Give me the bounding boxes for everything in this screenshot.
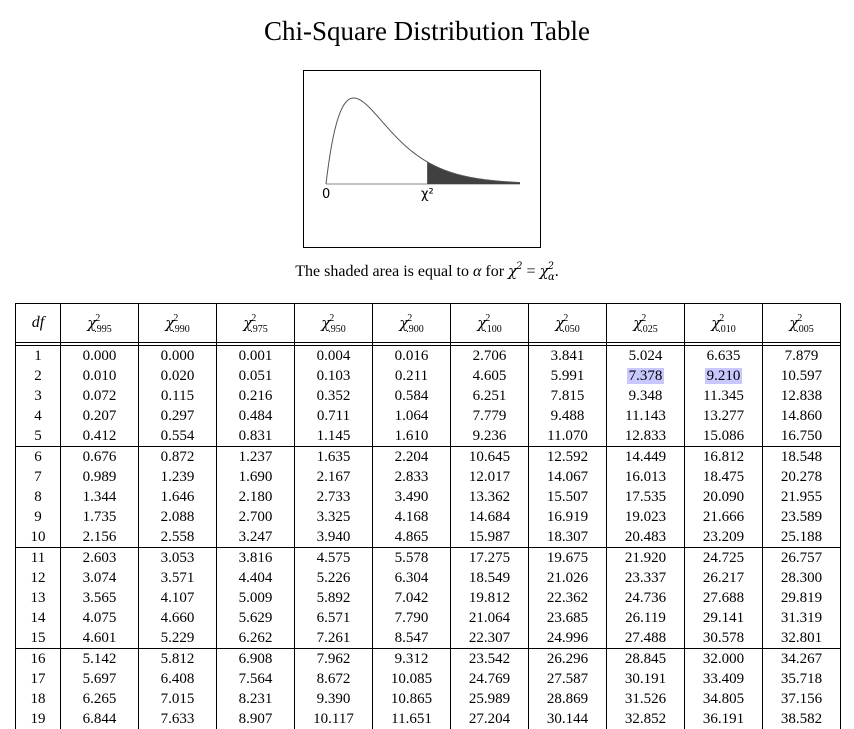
value-cell: 0.831	[217, 426, 295, 447]
value-cell: 0.016	[373, 346, 451, 367]
column-header-chi-100: $\chi^2_{.100}$	[451, 304, 529, 343]
value-cell: 0.211	[373, 366, 451, 386]
value-cell	[607, 366, 685, 386]
table-row	[16, 628, 841, 649]
value-cell: 35.718	[763, 669, 841, 689]
value-cell: 24.996	[529, 628, 607, 649]
value-cell: 26.296	[529, 649, 607, 670]
column-header-chi-900: $\chi^2_{.900}$	[373, 304, 451, 343]
value-cell: 1.237	[217, 447, 295, 468]
caption-alpha: α	[473, 263, 481, 280]
value-cell: 26.119	[607, 608, 685, 628]
value-cell: 1.635	[295, 447, 373, 468]
column-header-chi-975: $\chi^2_{.975}$	[217, 304, 295, 343]
table-header-row	[16, 304, 841, 343]
value-cell: 38.582	[763, 709, 841, 729]
value-cell: 2.558	[139, 527, 217, 548]
value-cell: 10.597	[763, 366, 841, 386]
value-cell: 36.191	[685, 709, 763, 729]
value-cell: 28.869	[529, 689, 607, 709]
chi-square-table-container	[15, 303, 841, 715]
df-cell: 9	[16, 507, 61, 527]
value-cell: 2.833	[373, 467, 451, 487]
value-cell: 3.816	[217, 548, 295, 569]
value-cell: 26.757	[763, 548, 841, 569]
df-cell: 18	[16, 689, 61, 709]
table-row	[16, 669, 841, 689]
value-cell: 23.542	[451, 649, 529, 670]
value-cell: 6.251	[451, 386, 529, 406]
value-cell: 0.020	[139, 366, 217, 386]
value-cell: 14.449	[607, 447, 685, 468]
value-cell: 7.564	[217, 669, 295, 689]
value-cell: 0.412	[61, 426, 139, 447]
shaded-tail-area	[427, 162, 520, 184]
value-cell: 24.725	[685, 548, 763, 569]
zero-label: 0	[322, 188, 330, 202]
value-cell: 12.833	[607, 426, 685, 447]
value-cell: 1.145	[295, 426, 373, 447]
value-cell: 34.267	[763, 649, 841, 670]
value-cell: 16.013	[607, 467, 685, 487]
table-row	[16, 406, 841, 426]
value-cell: 8.547	[373, 628, 451, 649]
value-cell: 21.026	[529, 568, 607, 588]
value-cell: 10.865	[373, 689, 451, 709]
value-cell: 2.603	[61, 548, 139, 569]
value-cell: 15.507	[529, 487, 607, 507]
value-cell: 3.571	[139, 568, 217, 588]
value-cell: 11.143	[607, 406, 685, 426]
caption: The shaded area is equal to α for $\chi^2 = \chi^2_\alpha$.	[0, 260, 854, 285]
highlighted-value: 7.378	[627, 368, 665, 384]
df-cell: 2	[16, 366, 61, 386]
value-cell: 3.940	[295, 527, 373, 548]
density-curve	[326, 98, 520, 184]
value-cell: 32.000	[685, 649, 763, 670]
df-cell: 7	[16, 467, 61, 487]
value-cell: 13.362	[451, 487, 529, 507]
highlighted-value: 9.210	[705, 368, 743, 384]
value-cell: 6.844	[61, 709, 139, 729]
value-cell: 6.635	[685, 346, 763, 367]
value-cell: 6.265	[61, 689, 139, 709]
value-cell: 24.736	[607, 588, 685, 608]
value-cell: 18.548	[763, 447, 841, 468]
value-cell: 4.075	[61, 608, 139, 628]
df-cell: 5	[16, 426, 61, 447]
df-cell: 6	[16, 447, 61, 468]
value-cell: 3.074	[61, 568, 139, 588]
chi-square-label: χ²	[421, 188, 434, 202]
caption-chi-lhs: $\chi^2$	[508, 262, 522, 280]
value-cell: 9.390	[295, 689, 373, 709]
value-cell: 6.571	[295, 608, 373, 628]
table-row	[16, 507, 841, 527]
value-cell: 11.070	[529, 426, 607, 447]
value-cell: 6.908	[217, 649, 295, 670]
table-body	[16, 346, 841, 729]
df-cell: 17	[16, 669, 61, 689]
table-row	[16, 487, 841, 507]
table-row	[16, 426, 841, 447]
value-cell: 1.239	[139, 467, 217, 487]
chi-square-curve-graphic	[304, 71, 540, 247]
df-cell: 12	[16, 568, 61, 588]
df-cell: 8	[16, 487, 61, 507]
value-cell: 4.168	[373, 507, 451, 527]
value-cell: 28.845	[607, 649, 685, 670]
value-cell: 30.144	[529, 709, 607, 729]
column-header-chi-005: $\chi^2_{.005}$	[763, 304, 841, 343]
value-cell: 16.919	[529, 507, 607, 527]
column-header-chi-050: $\chi^2_{.050}$	[529, 304, 607, 343]
value-cell: 16.750	[763, 426, 841, 447]
value-cell: 4.601	[61, 628, 139, 649]
table-row	[16, 548, 841, 569]
value-cell: 0.000	[139, 346, 217, 367]
value-cell: 9.236	[451, 426, 529, 447]
value-cell: 8.231	[217, 689, 295, 709]
value-cell: 1.064	[373, 406, 451, 426]
value-cell: 11.651	[373, 709, 451, 729]
value-cell: 37.156	[763, 689, 841, 709]
value-cell: 28.300	[763, 568, 841, 588]
value-cell: 15.086	[685, 426, 763, 447]
value-cell: 3.325	[295, 507, 373, 527]
df-cell: 3	[16, 386, 61, 406]
value-cell: 2.167	[295, 467, 373, 487]
value-cell: 25.989	[451, 689, 529, 709]
value-cell: 0.010	[61, 366, 139, 386]
value-cell: 13.277	[685, 406, 763, 426]
df-cell: 15	[16, 628, 61, 649]
value-cell: 5.229	[139, 628, 217, 649]
value-cell: 0.051	[217, 366, 295, 386]
df-cell: 4	[16, 406, 61, 426]
table-row	[16, 386, 841, 406]
value-cell: 21.955	[763, 487, 841, 507]
value-cell: 23.209	[685, 527, 763, 548]
df-cell: 19	[16, 709, 61, 729]
value-cell: 3.247	[217, 527, 295, 548]
caption-for: for	[485, 263, 504, 280]
value-cell: 3.841	[529, 346, 607, 367]
value-cell: 5.578	[373, 548, 451, 569]
value-cell: 19.812	[451, 588, 529, 608]
table-row	[16, 689, 841, 709]
column-header-chi-950: $\chi^2_{.950}$	[295, 304, 373, 343]
value-cell: 31.526	[607, 689, 685, 709]
value-cell: 19.023	[607, 507, 685, 527]
value-cell: 7.042	[373, 588, 451, 608]
table-row	[16, 527, 841, 548]
value-cell: 4.660	[139, 608, 217, 628]
value-cell: 2.180	[217, 487, 295, 507]
value-cell: 24.769	[451, 669, 529, 689]
value-cell: 4.404	[217, 568, 295, 588]
chi-square-table	[15, 303, 841, 729]
value-cell: 7.790	[373, 608, 451, 628]
column-header-chi-995: $\chi^2_{.995}$	[61, 304, 139, 343]
value-cell: 3.053	[139, 548, 217, 569]
value-cell: 7.261	[295, 628, 373, 649]
value-cell: 27.688	[685, 588, 763, 608]
value-cell: 14.067	[529, 467, 607, 487]
value-cell: 1.690	[217, 467, 295, 487]
value-cell: 29.819	[763, 588, 841, 608]
value-cell: 5.009	[217, 588, 295, 608]
value-cell: 14.860	[763, 406, 841, 426]
value-cell: 1.344	[61, 487, 139, 507]
value-cell: 20.090	[685, 487, 763, 507]
value-cell: 23.685	[529, 608, 607, 628]
value-cell: 2.156	[61, 527, 139, 548]
value-cell: 0.000	[61, 346, 139, 367]
value-cell: 4.865	[373, 527, 451, 548]
table-row	[16, 568, 841, 588]
df-cell: 16	[16, 649, 61, 670]
page-title: Chi-Square Distribution Table	[0, 14, 854, 48]
value-cell: 1.610	[373, 426, 451, 447]
value-cell: 27.488	[607, 628, 685, 649]
value-cell: 25.188	[763, 527, 841, 548]
value-cell: 20.483	[607, 527, 685, 548]
value-cell: 4.575	[295, 548, 373, 569]
value-cell: 0.001	[217, 346, 295, 367]
value-cell: 0.103	[295, 366, 373, 386]
value-cell: 0.216	[217, 386, 295, 406]
value-cell: 18.475	[685, 467, 763, 487]
value-cell: 5.697	[61, 669, 139, 689]
value-cell: 5.812	[139, 649, 217, 670]
value-cell: 5.226	[295, 568, 373, 588]
value-cell: 16.812	[685, 447, 763, 468]
value-cell: 0.297	[139, 406, 217, 426]
value-cell: 10.645	[451, 447, 529, 468]
table-row	[16, 467, 841, 487]
value-cell: 21.920	[607, 548, 685, 569]
value-cell: 2.088	[139, 507, 217, 527]
value-cell: 7.879	[763, 346, 841, 367]
value-cell: 1.735	[61, 507, 139, 527]
value-cell: 1.646	[139, 487, 217, 507]
value-cell: 10.085	[373, 669, 451, 689]
value-cell: 0.676	[61, 447, 139, 468]
value-cell: 0.207	[61, 406, 139, 426]
value-cell: 5.629	[217, 608, 295, 628]
value-cell: 6.304	[373, 568, 451, 588]
value-cell: 0.072	[61, 386, 139, 406]
value-cell: 3.565	[61, 588, 139, 608]
df-cell: 14	[16, 608, 61, 628]
value-cell: 3.490	[373, 487, 451, 507]
table-row	[16, 709, 841, 729]
value-cell: 6.262	[217, 628, 295, 649]
column-header-chi-010: $\chi^2_{.010}$	[685, 304, 763, 343]
df-cell: 1	[16, 346, 61, 367]
value-cell: 10.117	[295, 709, 373, 729]
value-cell: 2.700	[217, 507, 295, 527]
value-cell: 27.587	[529, 669, 607, 689]
value-cell: 17.275	[451, 548, 529, 569]
value-cell: 18.549	[451, 568, 529, 588]
value-cell: 15.987	[451, 527, 529, 548]
value-cell: 7.779	[451, 406, 529, 426]
value-cell: 12.838	[763, 386, 841, 406]
value-cell: 2.706	[451, 346, 529, 367]
value-cell: 12.592	[529, 447, 607, 468]
value-cell: 23.589	[763, 507, 841, 527]
value-cell: 5.142	[61, 649, 139, 670]
table-row	[16, 588, 841, 608]
value-cell: 12.017	[451, 467, 529, 487]
table-row	[16, 346, 841, 367]
value-cell: 0.872	[139, 447, 217, 468]
value-cell: 26.217	[685, 568, 763, 588]
value-cell: 7.015	[139, 689, 217, 709]
value-cell	[685, 366, 763, 386]
distribution-figure	[303, 70, 541, 248]
value-cell: 31.319	[763, 608, 841, 628]
value-cell: 0.484	[217, 406, 295, 426]
value-cell: 14.684	[451, 507, 529, 527]
value-cell: 2.733	[295, 487, 373, 507]
value-cell: 29.141	[685, 608, 763, 628]
value-cell: 4.605	[451, 366, 529, 386]
table-row	[16, 649, 841, 670]
value-cell: 21.064	[451, 608, 529, 628]
table-row	[16, 608, 841, 628]
column-header-chi-025: $\chi^2_{.025}$	[607, 304, 685, 343]
value-cell: 32.852	[607, 709, 685, 729]
value-cell: 7.962	[295, 649, 373, 670]
value-cell: 7.633	[139, 709, 217, 729]
value-cell: 4.107	[139, 588, 217, 608]
value-cell: 0.115	[139, 386, 217, 406]
value-cell: 6.408	[139, 669, 217, 689]
value-cell: 11.345	[685, 386, 763, 406]
value-cell: 18.307	[529, 527, 607, 548]
value-cell: 9.488	[529, 406, 607, 426]
value-cell: 0.352	[295, 386, 373, 406]
table-row	[16, 447, 841, 468]
value-cell: 0.711	[295, 406, 373, 426]
value-cell: 30.191	[607, 669, 685, 689]
df-cell: 13	[16, 588, 61, 608]
value-cell: 8.672	[295, 669, 373, 689]
value-cell: 23.337	[607, 568, 685, 588]
table-row	[16, 366, 841, 386]
column-header-chi-990: $\chi^2_{.990}$	[139, 304, 217, 343]
value-cell: 0.004	[295, 346, 373, 367]
value-cell: 33.409	[685, 669, 763, 689]
value-cell: 34.805	[685, 689, 763, 709]
value-cell: 22.307	[451, 628, 529, 649]
value-cell: 9.312	[373, 649, 451, 670]
value-cell: 5.892	[295, 588, 373, 608]
value-cell: 7.815	[529, 386, 607, 406]
value-cell: 32.801	[763, 628, 841, 649]
value-cell: 22.362	[529, 588, 607, 608]
value-cell: 17.535	[607, 487, 685, 507]
value-cell: 0.554	[139, 426, 217, 447]
value-cell: 30.578	[685, 628, 763, 649]
value-cell: 0.584	[373, 386, 451, 406]
value-cell: 5.024	[607, 346, 685, 367]
value-cell: 0.989	[61, 467, 139, 487]
value-cell: 19.675	[529, 548, 607, 569]
df-cell: 10	[16, 527, 61, 548]
value-cell: 9.348	[607, 386, 685, 406]
value-cell: 2.204	[373, 447, 451, 468]
value-cell: 8.907	[217, 709, 295, 729]
value-cell: 27.204	[451, 709, 529, 729]
df-column-header: df	[16, 304, 61, 343]
value-cell: 21.666	[685, 507, 763, 527]
value-cell: 5.991	[529, 366, 607, 386]
caption-prefix: The shaded area is equal to	[295, 263, 469, 280]
value-cell: 20.278	[763, 467, 841, 487]
caption-chi-rhs: $\chi^2_\alpha$	[540, 262, 555, 280]
df-cell: 11	[16, 548, 61, 569]
